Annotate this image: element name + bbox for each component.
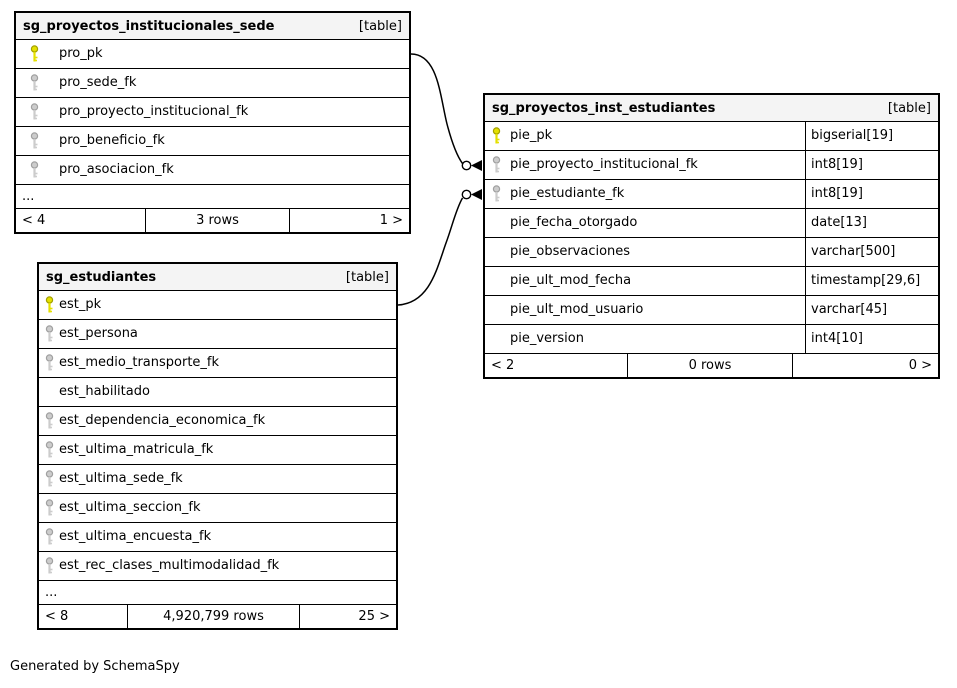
column-row-pie_pk bbox=[485, 122, 938, 151]
arrowhead-icon bbox=[471, 160, 482, 171]
column-row-pie_estudiante_fk bbox=[485, 180, 938, 209]
foreign-key-icon bbox=[45, 436, 59, 464]
column-row-pie_proyecto_institucional_fk bbox=[485, 151, 938, 180]
foreign-key-icon bbox=[30, 69, 59, 97]
foreign-key-icon bbox=[45, 349, 59, 377]
column-row-pie_version bbox=[485, 325, 938, 354]
generated-by-note: Generated by SchemaSpy bbox=[10, 659, 180, 674]
footer-row-count: 0 rows bbox=[627, 354, 792, 377]
ellipsis-row: ... bbox=[39, 581, 396, 605]
foreign-key-icon bbox=[45, 465, 59, 493]
zero-or-one-circle-icon bbox=[462, 161, 470, 169]
column-type: varchar[500] bbox=[805, 238, 938, 266]
no-key-spacer bbox=[492, 296, 510, 324]
column-name: pro_beneficio_fk bbox=[59, 133, 165, 148]
column-name: est_dependencia_economica_fk bbox=[59, 413, 266, 428]
table-sg_proyectos_inst_estudiantes bbox=[483, 93, 940, 379]
foreign-key-icon bbox=[492, 180, 510, 208]
no-key-spacer bbox=[492, 238, 510, 266]
foreign-key-icon bbox=[45, 494, 59, 522]
no-key-spacer bbox=[45, 378, 59, 406]
column-row-pro_beneficio_fk bbox=[16, 127, 409, 156]
table-type-badge: [table] bbox=[358, 18, 402, 34]
footer-parent-count: < 2 bbox=[491, 358, 515, 373]
column-row-est_rec_clases_multimodalidad_fk bbox=[39, 552, 396, 581]
footer-row-count: 4,920,799 rows bbox=[127, 605, 299, 628]
primary-key-icon bbox=[492, 122, 510, 150]
foreign-key-icon bbox=[492, 151, 510, 179]
column-row-pro_pk bbox=[16, 40, 409, 69]
column-type: date[13] bbox=[805, 209, 938, 237]
column-row-pie_observaciones bbox=[485, 238, 938, 267]
column-row-pie_ult_mod_usuario bbox=[485, 296, 938, 325]
column-name: est_habilitado bbox=[59, 384, 150, 399]
column-name: est_pk bbox=[59, 297, 102, 312]
footer-child-count: 0 > bbox=[792, 354, 938, 377]
table-sg_estudiantes bbox=[37, 262, 398, 630]
column-name: pie_observaciones bbox=[510, 244, 631, 259]
column-row-est_ultima_sede_fk bbox=[39, 465, 396, 494]
column-type: timestamp[29,6] bbox=[805, 267, 938, 295]
footer-child-count: 25 > bbox=[299, 605, 396, 628]
column-name: pie_version bbox=[510, 331, 584, 346]
table-type-badge: [table] bbox=[345, 269, 389, 285]
column-row-est_dependencia_economica_fk bbox=[39, 407, 396, 436]
column-row-pie_ult_mod_fecha bbox=[485, 267, 938, 296]
column-name: pie_ult_mod_usuario bbox=[510, 302, 644, 317]
foreign-key-icon bbox=[30, 156, 59, 184]
foreign-key-icon bbox=[45, 523, 59, 551]
column-name: est_ultima_encuesta_fk bbox=[59, 529, 212, 544]
column-name: pie_pk bbox=[510, 128, 553, 143]
footer-row-count: 3 rows bbox=[145, 209, 289, 232]
footer-parent-count: < 4 bbox=[22, 213, 46, 228]
table-name[interactable]: sg_proyectos_institucionales_sede bbox=[23, 18, 275, 34]
column-type: bigserial[19] bbox=[805, 122, 938, 150]
footer-child-count: 1 > bbox=[289, 209, 409, 232]
table-footer bbox=[39, 605, 396, 628]
column-name: est_persona bbox=[59, 326, 138, 341]
no-key-spacer bbox=[492, 267, 510, 295]
column-type: int8[19] bbox=[805, 151, 938, 179]
table-sg_proyectos_institucionales_sede bbox=[14, 11, 411, 234]
foreign-key-icon bbox=[30, 127, 59, 155]
column-name: est_ultima_sede_fk bbox=[59, 471, 183, 486]
zero-or-one-circle-icon bbox=[462, 190, 470, 198]
no-key-spacer bbox=[492, 325, 510, 353]
column-row-est_ultima_encuesta_fk bbox=[39, 523, 396, 552]
ellipsis-row: ... bbox=[16, 185, 409, 209]
column-name: est_medio_transporte_fk bbox=[59, 355, 220, 370]
column-row-pro_asociacion_fk bbox=[16, 156, 409, 185]
table-header bbox=[16, 13, 409, 40]
table-name[interactable]: sg_estudiantes bbox=[46, 269, 157, 285]
column-name: est_ultima_seccion_fk bbox=[59, 500, 201, 515]
column-row-est_ultima_seccion_fk bbox=[39, 494, 396, 523]
column-type: int4[10] bbox=[805, 325, 938, 353]
primary-key-icon bbox=[30, 40, 59, 68]
foreign-key-icon bbox=[45, 407, 59, 435]
column-name: est_ultima_matricula_fk bbox=[59, 442, 214, 457]
column-name: pie_proyecto_institucional_fk bbox=[510, 157, 698, 172]
column-row-est_ultima_matricula_fk bbox=[39, 436, 396, 465]
foreign-key-icon bbox=[45, 552, 59, 580]
relationship-pro_pk-to-pie_proyecto_institucional_fk bbox=[411, 54, 482, 171]
column-row-est_pk bbox=[39, 291, 396, 320]
no-key-spacer bbox=[492, 209, 510, 237]
column-type: varchar[45] bbox=[805, 296, 938, 324]
column-name: pie_ult_mod_fecha bbox=[510, 273, 632, 288]
table-header bbox=[485, 95, 938, 122]
column-name: pro_sede_fk bbox=[59, 75, 137, 90]
column-row-est_medio_transporte_fk bbox=[39, 349, 396, 378]
column-row-pro_sede_fk bbox=[16, 69, 409, 98]
column-name: pro_proyecto_institucional_fk bbox=[59, 104, 249, 119]
table-type-badge: [table] bbox=[887, 100, 931, 116]
foreign-key-icon bbox=[30, 98, 59, 126]
column-name: pie_fecha_otorgado bbox=[510, 215, 638, 230]
column-row-est_persona bbox=[39, 320, 396, 349]
column-name: pro_asociacion_fk bbox=[59, 162, 174, 177]
column-name: pro_pk bbox=[59, 46, 103, 61]
footer-parent-count: < 8 bbox=[45, 609, 69, 624]
column-row-est_habilitado bbox=[39, 378, 396, 407]
table-name[interactable]: sg_proyectos_inst_estudiantes bbox=[492, 100, 716, 116]
column-row-pie_fecha_otorgado bbox=[485, 209, 938, 238]
arrowhead-icon bbox=[471, 189, 482, 200]
table-footer bbox=[16, 209, 409, 232]
primary-key-icon bbox=[45, 291, 59, 319]
column-name: est_rec_clases_multimodalidad_fk bbox=[59, 558, 280, 573]
column-type: int8[19] bbox=[805, 180, 938, 208]
relationship-line bbox=[411, 54, 463, 164]
table-header bbox=[39, 264, 396, 291]
foreign-key-icon bbox=[45, 320, 59, 348]
table-footer bbox=[485, 354, 938, 377]
column-row-pro_proyecto_institucional_fk bbox=[16, 98, 409, 127]
column-name: pie_estudiante_fk bbox=[510, 186, 625, 201]
